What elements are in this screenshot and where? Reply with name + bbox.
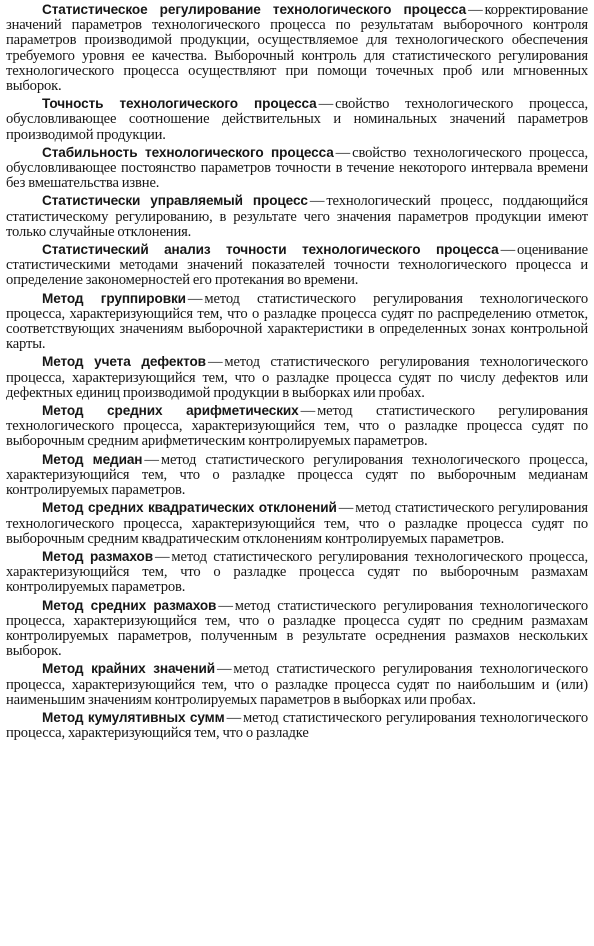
definition: метод статистического регулирования технологического процесса, характеризующийся тем, что о разладке процесса судят по выборочным размахам контролируемых параметров. [6,548,588,596]
entry-arithmetic-mean-method [6,403,588,450]
definition: метод статистического регулирования технологического процесса, характеризующийся тем, что о разладке процесса судят по выборочным средним арифметическим контролируемых параметров. [6,403,588,450]
dash: — [226,709,242,726]
dash: — [154,548,170,565]
dash: — [335,144,351,161]
definition: метод статистического регулирования технологического процесса, характеризующийся тем, что о разладке процесса судят по наибольшим и (или) наименьшим значениям контролируемых параметров в выборках или пробах. [6,661,588,708]
term: Метод учета дефектов [42,354,206,370]
entry-process-stability [6,145,588,192]
term: Точность технологического процесса [42,96,317,112]
term: Стабильность технологического процесса [42,144,334,160]
dash: — [300,403,316,420]
definition: метод статистического регулирования технологического процесса, характеризующийся тем, что о разладке процесса судят по распределению отметок, соответствующих значениям выборочной характеристики в определенных зонах контрольной карты. [6,290,588,353]
dash: — [187,290,203,307]
entry-controlled-process [6,193,588,240]
definition: свойство технологического процесса, обусловливающее постоянство параметров точности в течение некоторого интервала времени без вмешательства извне. [6,144,588,192]
dash: — [318,96,334,113]
term: Статистический анализ точности технологического процесса [42,242,499,258]
term: Метод группировки [42,290,186,306]
term: Метод кумулятивных сумм [42,709,225,725]
term: Метод размахов [42,548,153,564]
entry-median-method [6,452,588,499]
dash: — [207,354,223,371]
dash: — [500,242,516,259]
definition: метод статистического регулирования технологического процесса, характеризующийся тем, что о разладке процесса судят по числу дефектов или дефектных единиц производимой продукции в выборках или пробах. [6,354,588,401]
dash: — [218,597,233,614]
entry-process-accuracy [6,96,588,143]
dash: — [468,2,483,18]
term: Статистически управляемый процесс [42,193,308,209]
dash: — [309,193,325,210]
definition: метод статистического регулирования технологического процесса, характеризующийся тем, что о разладке процесса судят по средним размахам контролируемых параметров, полученным в результате осреднения размахов нескольких выборок. [6,597,588,660]
definition: метод статистического регулирования технологического процесса, характеризующийся тем, что о разладке [6,709,588,742]
entry-cumulative-sum-method [6,710,588,741]
definition: технологический процесс, поддающийся статистическому регулированию, в результате чего значения параметров продукции имеют только случайные отклонения. [6,193,588,240]
term: Метод крайних значений [42,661,215,677]
term: Метод средних размахов [42,597,217,613]
entry-accuracy-analysis [6,242,588,289]
entry-range-method [6,549,588,596]
definition: метод статистического регулирования технологического процесса, характеризующийся тем, что о разладке процесса судят по выборочным средним квадратическим отклонениям контролируемых параметров. [6,500,588,547]
term: Метод средних квадратических отклонений [42,500,337,516]
entry-statistical-regulation [6,2,588,94]
dash: — [144,451,159,468]
entry-mean-range-method [6,598,588,660]
entry-extreme-values-method [6,661,588,708]
entry-grouping-method [6,291,588,353]
entry-std-deviation-method [6,500,588,547]
term: Статистическое регулирование технологического процесса [42,2,467,17]
dash: — [216,661,232,678]
definition: свойство технологического процесса, обусловливающее соотношение действительных и номинальных значений параметров производимой продукции. [6,96,589,143]
entry-defect-method [6,354,588,401]
dash: — [338,500,354,517]
definition: оценивание статистическими методами значений показателей точности технологического процесса и определение закономерностей его протекания во времени. [6,242,588,289]
term: Метод средних арифметических [42,403,299,419]
definition: корректирование значений параметров технологического процесса по результатам выборочного контроля параметров производимой продукции, осуществляемое для технологического обеспечения требуемого уровня ее качества. Выборочный контроль для статистического регулирования технологического процесса осуществляют при помощи точечных проб или мгновенных выборок. [6,2,588,95]
definition: метод статистического регулирования технологического процесса, характеризующийся тем, что о разладке процесса судят по выборочным медианам контролируемых параметров. [6,451,588,499]
term: Метод медиан [42,451,143,467]
